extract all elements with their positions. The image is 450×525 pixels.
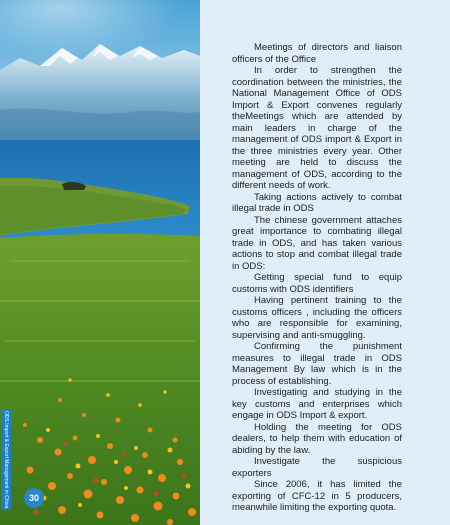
side-caption: ODS Import & Export Management in China bbox=[3, 411, 9, 509]
body-text bbox=[232, 42, 402, 514]
paragraph-punishment: Confirming the punishment measures to illegal trade in ODS Management By law which is in the process of establishing. bbox=[232, 341, 402, 387]
paragraph-heading-combat-illegal-trade: Taking actions actively to combat illegal trade in ODS bbox=[232, 191, 402, 214]
paragraph-suspicious-exporters: Investigate the suspicious exporters bbox=[232, 456, 402, 479]
paragraph-cfc12-limits: Since 2006, it has limited the exporting of CFC-12 in 5 producers, meanwhile limiting the exporting quota. bbox=[232, 479, 402, 513]
page-number: 30 bbox=[24, 488, 44, 508]
landscape-photo bbox=[0, 0, 200, 525]
paragraph-dealer-meeting: Holding the meeting for ODS dealers, to help them with education of abiding by the law. bbox=[232, 421, 402, 456]
paragraph-coordination: In order to strengthen the coordination between the ministries, the National Management Office of ODS Import & Export convenes regularly theMeetings which are attended by main leaders in charge of the management of ODS import & Export in the three ministries every year. Other meeting are held to discuss the management of ODS, according to the different needs of work. bbox=[232, 65, 402, 191]
paragraph-special-fund: Getting special fund to equip customs with ODS identifiers bbox=[232, 272, 402, 295]
paragraph-training: Having pertinent training to the customs officers , including the officers who are responsible for examining, supervising and anti-smuggling. bbox=[232, 295, 402, 341]
text-panel bbox=[200, 0, 450, 525]
paragraph-investigating: Investigating and studying in the key customs and enterprises which engage in ODS Import & export. bbox=[232, 387, 402, 421]
landscape-illustration bbox=[0, 0, 200, 525]
paragraph-government-actions: The chinese government attaches great importance to combating illegal trade in ODS, and has taken various actions to stop and combat illegal trade in ODS: bbox=[232, 214, 402, 272]
paragraph-heading-meetings: Meetings of directors and liaison officers of the Office bbox=[232, 42, 402, 65]
